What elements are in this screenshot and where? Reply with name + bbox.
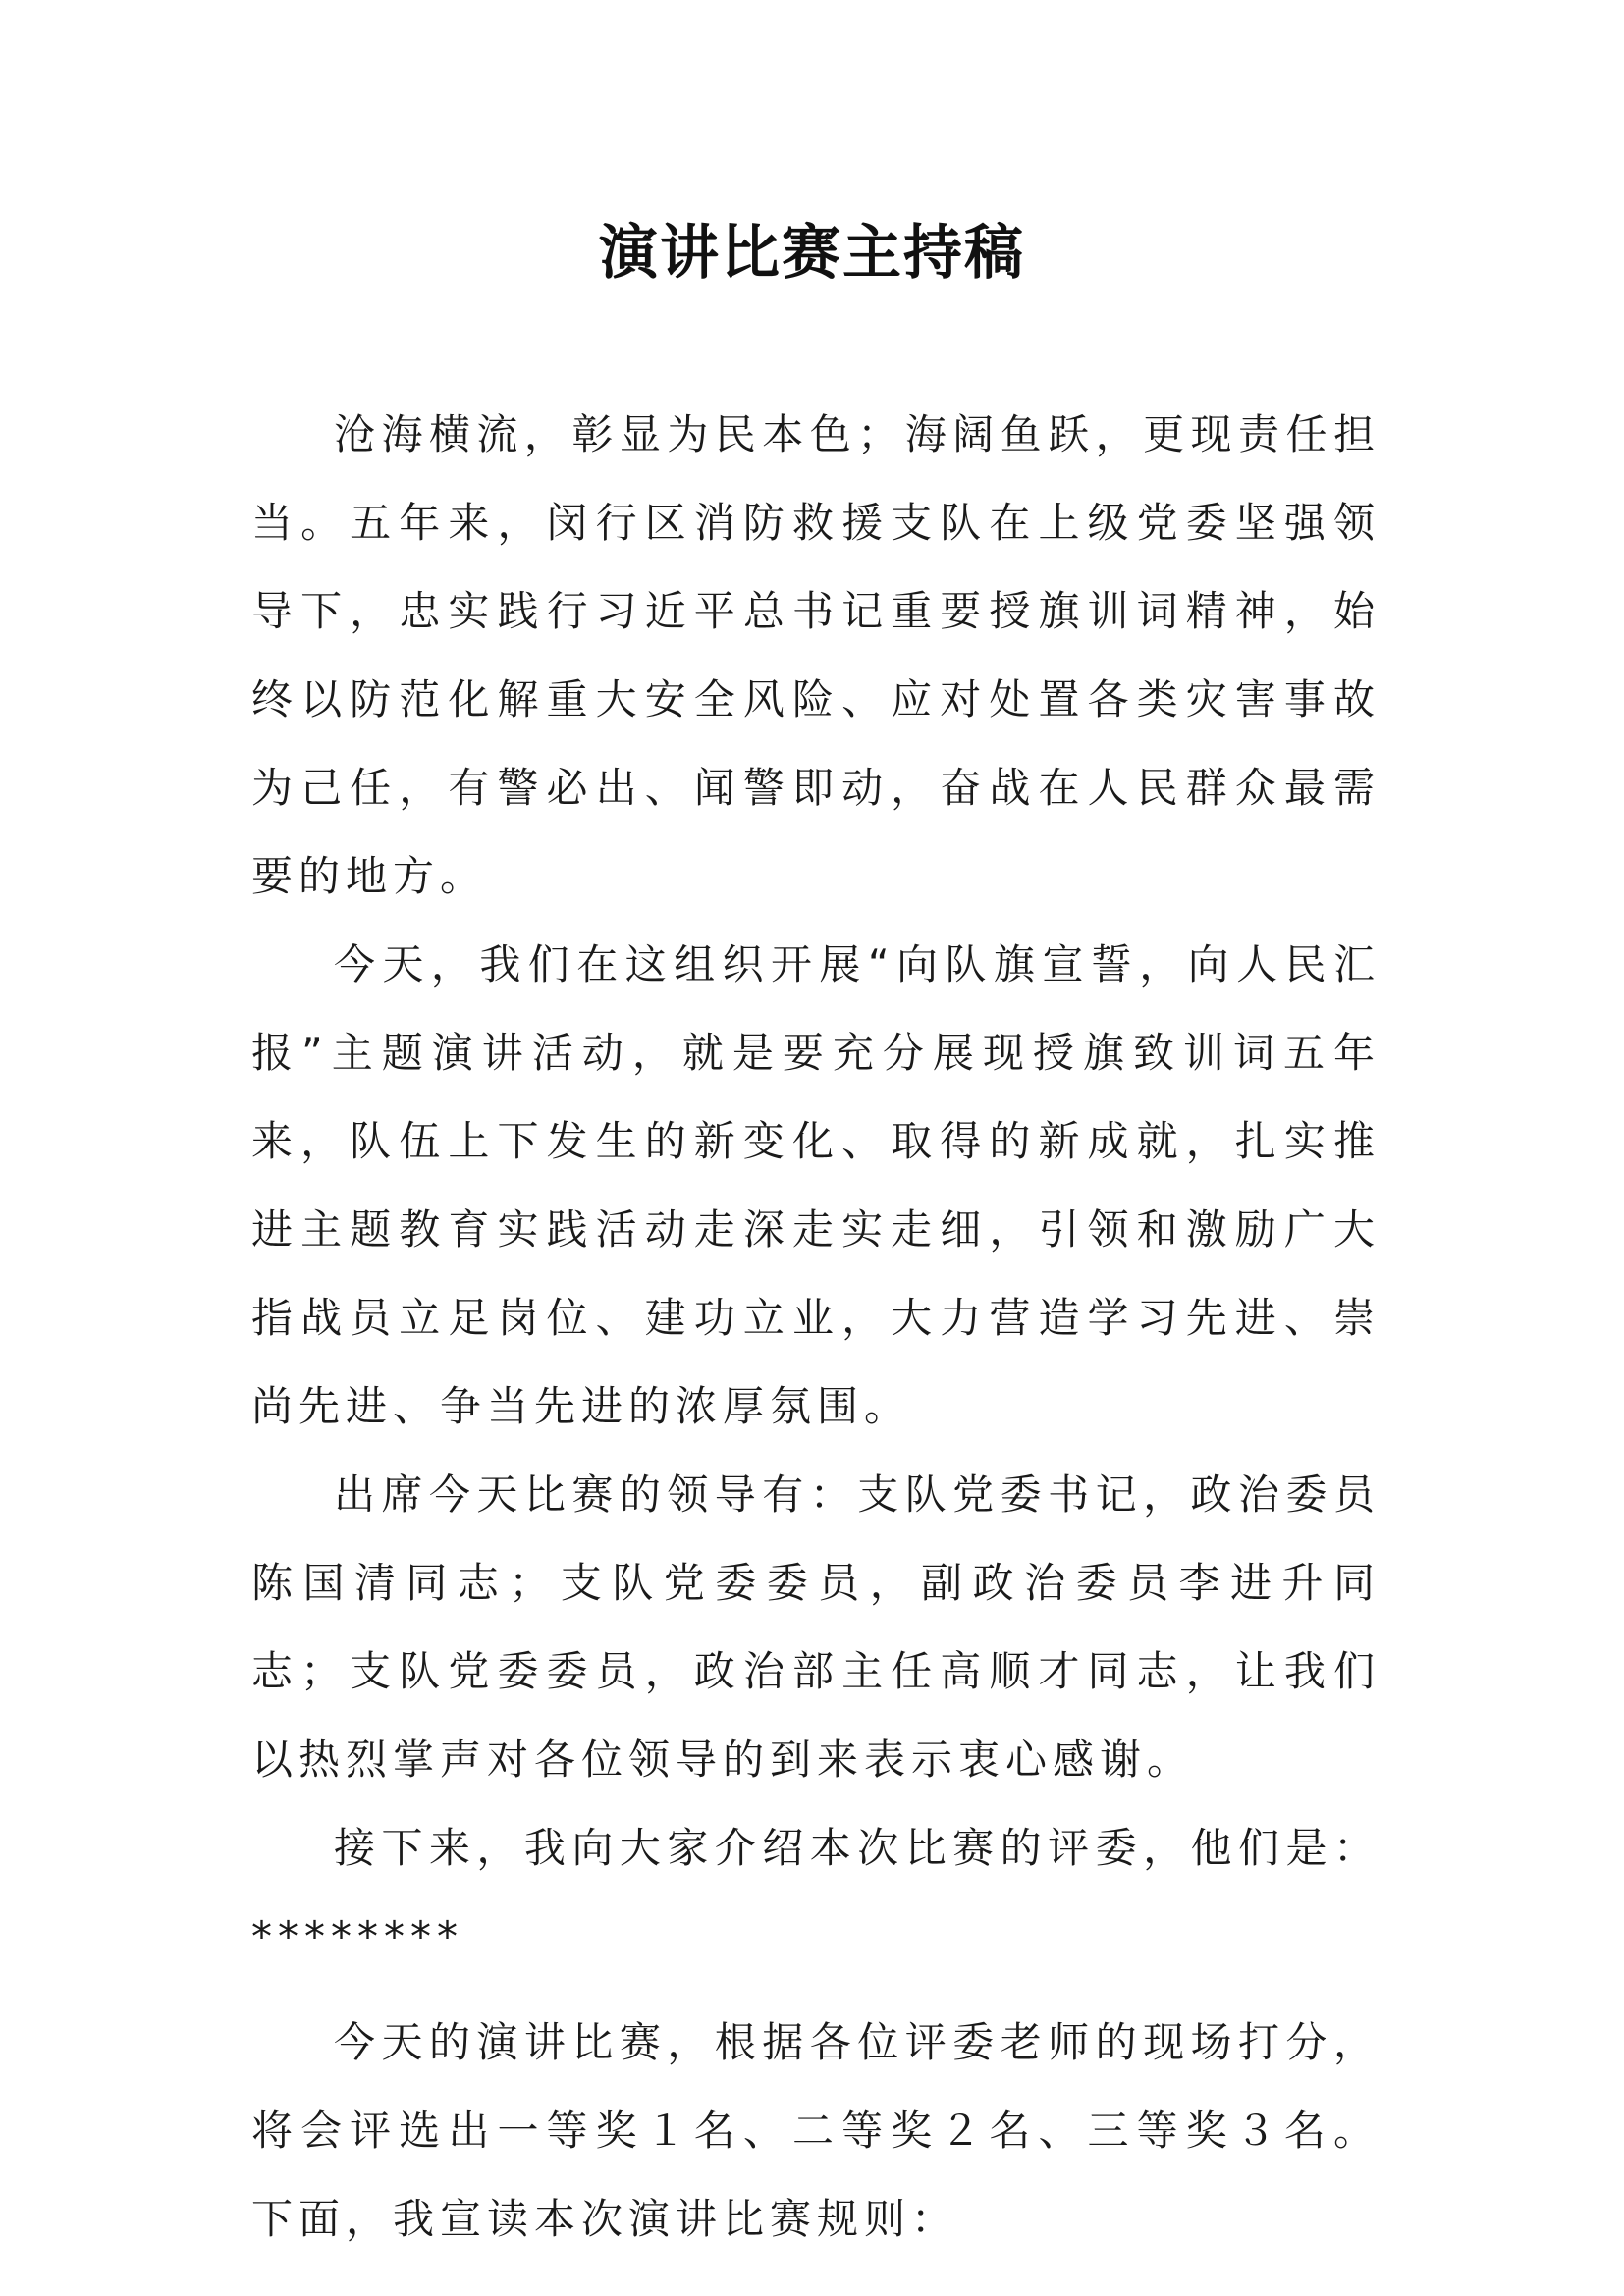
paragraph-opening: 沧海横流，彰显为民本色；海阔鱼跃，更现责任担当。五年来，闵行区消防救援支队在上级党委坚强领导下，忠实践行习近平总书记重要授旗训词精神，始终以防范化解重大安全风险、应对处置各类灾害事故为己任，有警必出、闻警即动，奋战在人民群众最需要的地方。 bbox=[251, 410, 1380, 900]
paragraph-judges: 接下来，我向大家介绍本次比赛的评委，他们是：******** bbox=[251, 1824, 1380, 1960]
paragraph-leaders: 出席今天比赛的领导有：支队党委书记，政治委员陈国清同志；支队党委委员，副政治委员李进升同志；支队党委委员，政治部主任高顺才同志，让我们以热烈掌声对各位领导的到来表示衷心感谢。 bbox=[251, 1470, 1380, 1784]
paragraph-awards-rules: 今天的演讲比赛，根据各位评委老师的现场打分，将会评选出一等奖１名、二等奖２名、三等奖３名。下面，我宣读本次演讲比赛规则： bbox=[251, 2018, 1380, 2243]
document-body bbox=[251, 391, 1380, 2264]
document-title: 演讲比赛主持稿 bbox=[599, 219, 1025, 288]
paragraph-event-purpose: 今天，我们在这组织开展“向队旗宣誓，向人民汇报”主题演讲活动，就是要充分展现授旗致训词五年来，队伍上下发生的新变化、取得的新成就，扎实推进主题教育实践活动走深走实走细，引领和激励广大指战员立足岗位、建功立业，大力营造学习先进、崇尚先进、争当先进的浓厚氛围。 bbox=[251, 940, 1380, 1430]
